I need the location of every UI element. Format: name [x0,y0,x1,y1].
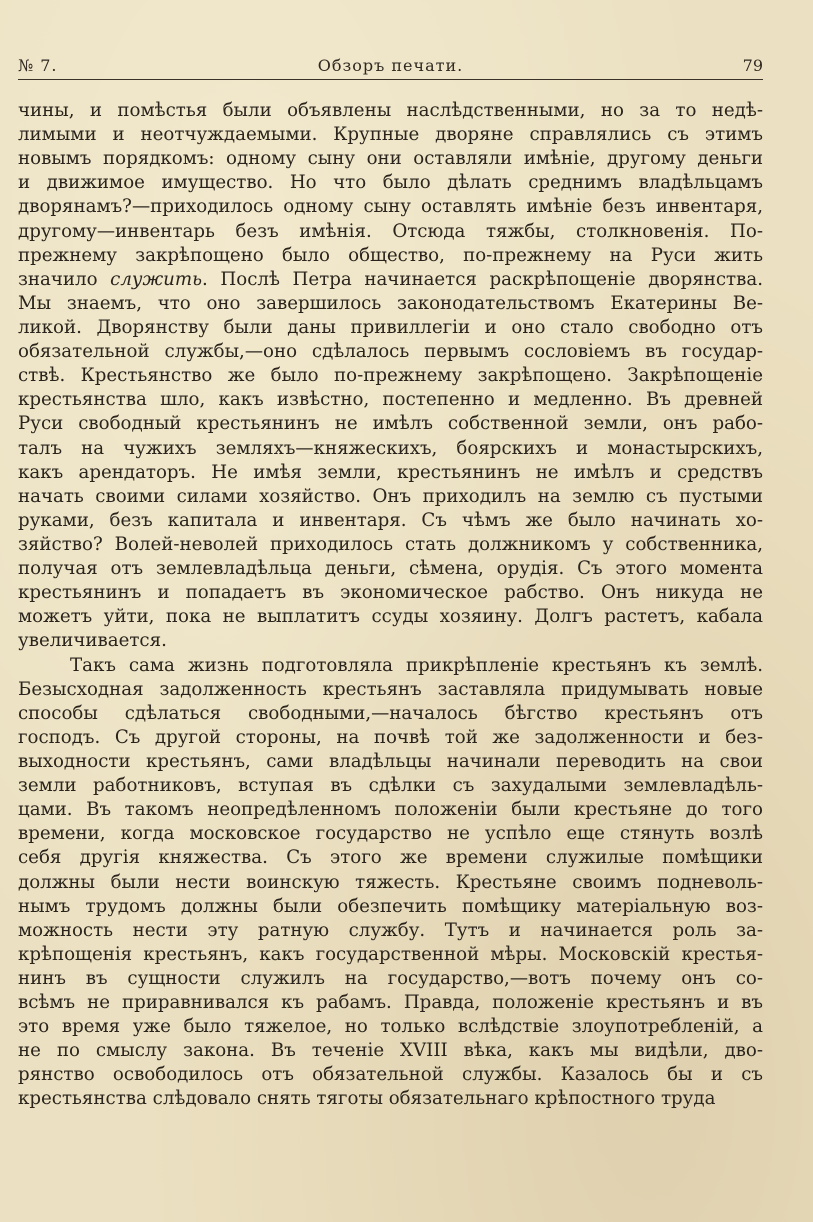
text-line: и движимое имущество. Но что было дѣлать среднимъ владѣльцамъ [18,172,763,194]
text-line: новымъ порядкомъ: одному сыну они оставляли имѣніе, другому деньги [18,148,763,170]
text-line: другому—инвентарь безъ имѣнія. Отсюда тяжбы, столкновенія. По- [18,220,763,242]
text-line: крѣпощенія крестьянъ, какъ государственной мѣры. Московскій крестья- [18,943,763,965]
text-line: нымъ трудомъ должны были обезпечить помѣщику матеріальную воз- [18,895,763,917]
text-line: господъ. Съ другой стороны, на почвѣ той же задолженности и без- [18,726,763,748]
text-line: прежнему закрѣпощено было общество, по-прежнему на Руси жить [18,244,763,266]
text-line: ствѣ. Крестьянство же было по-прежнему закрѣпощено. Закрѣпощеніе [18,365,763,387]
text-line: это время уже было тяжелое, но только вслѣдствіе злоупотребленій, а [18,1016,763,1038]
running-title: Обзоръ печати. [317,56,464,75]
header-rule [18,79,763,80]
text-line: крестьянства шло, какъ извѣстно, постепенно и медленно. Въ древней [18,389,763,411]
text-line: Мы знаемъ, что оно завершилось законодательствомъ Екатерины Ве- [18,292,763,314]
text-line: зяйство? Волей-неволей приходилось стать должникомъ у собственника, [18,533,763,555]
text-line: должны были нести воинскую тяжесть. Крестьяне своимъ подневоль- [18,871,763,893]
text-line: обязательной службы,—оно сдѣлалось первымъ сословіемъ въ государ- [18,341,763,363]
text-line: получая отъ землевладѣльца деньги, сѣмена, орудія. Съ этого момента [18,558,763,580]
text-line: начать своими силами хозяйство. Онъ приходилъ на землю съ пустыми [18,485,763,507]
text-line: времени, когда московское государство не успѣло еще стянуть возлѣ [18,823,763,845]
text-line: способы сдѣлаться свободными,—началось бѣгство крестьянъ отъ [18,702,763,724]
text-line: можность нести эту ратную службу. Тутъ и начинается роль за- [18,919,763,941]
text-line: чины, и помѣстья были объявлены наслѣдственными, но за то недѣ- [18,100,763,121]
text-line: выходности крестьянъ, сами владѣльцы начинали переводить на свои [18,750,763,772]
text-line: Руси свободный крестьянинъ не имѣлъ собственной земли, онъ рабо- [18,413,763,435]
text-line: нинъ въ сущности служилъ на государство,—вотъ почему онъ со- [18,967,763,989]
text-line: всѣмъ не приравнивался къ рабамъ. Правда, положеніе крестьянъ и въ [18,992,763,1014]
text-line: значило служить. Послѣ Петра начинается раскрѣпощеніе дворянства. [18,268,763,290]
text-line: себя другія княжества. Съ этого же времени служилые помѣщики [18,847,763,869]
text-line: не по смыслу закона. Въ теченіе XVIII вѣка, какъ мы видѣли, дво- [18,1040,763,1062]
text-line: увеличивается. [18,630,167,652]
text-line: рянство освободилось отъ обязательной службы. Казалось бы и съ [18,1064,763,1086]
text-line: дворянамъ?—приходилось одному сыну оставлять имѣніе безъ инвентаря, [18,196,763,218]
text-line: лимыми и неотчуждаемыми. Крупные дворяне справлялись съ этимъ [18,124,763,146]
text-line: крестьянинъ и попадаетъ въ экономическое рабство. Онъ никуда не [18,582,763,604]
text-line: земли работниковъ, вступая въ сдѣлки съ захудалыми землевладѣль- [18,775,763,797]
text-line: Безысходная задолженность крестьянъ заставляла придумывать новые [18,678,763,700]
text-line: Такъ сама жизнь подготовляла прикрѣпленіе крестьянъ къ землѣ. [70,654,763,676]
text-line: талъ на чужихъ земляхъ—княжескихъ, боярскихъ и монастырскихъ, [18,437,763,459]
issue-number: № 7. [18,56,58,75]
text-line: крестьянства слѣдовало снять тяготы обязательнаго крѣпостного труда [18,1088,716,1110]
body-text [18,99,763,1112]
text-line: можетъ уйти, пока не выплатитъ ссуды хозяину. Долгъ растетъ, кабала [18,606,763,628]
text-line: руками, безъ капитала и инвентаря. Съ чѣмъ же было начинать хо- [18,509,763,531]
italic-word: служить [110,268,203,290]
text-line: цами. Въ такомъ неопредѣленномъ положеніи были крестьяне до того [18,799,763,821]
page-number: 79 [742,56,763,75]
text-line: ликой. Дворянству были даны привиллегіи и оно стало свободно отъ [18,316,763,338]
text-line: какъ арендаторъ. Не имѣя земли, крестьянинъ не имѣлъ и средствъ [18,461,763,483]
